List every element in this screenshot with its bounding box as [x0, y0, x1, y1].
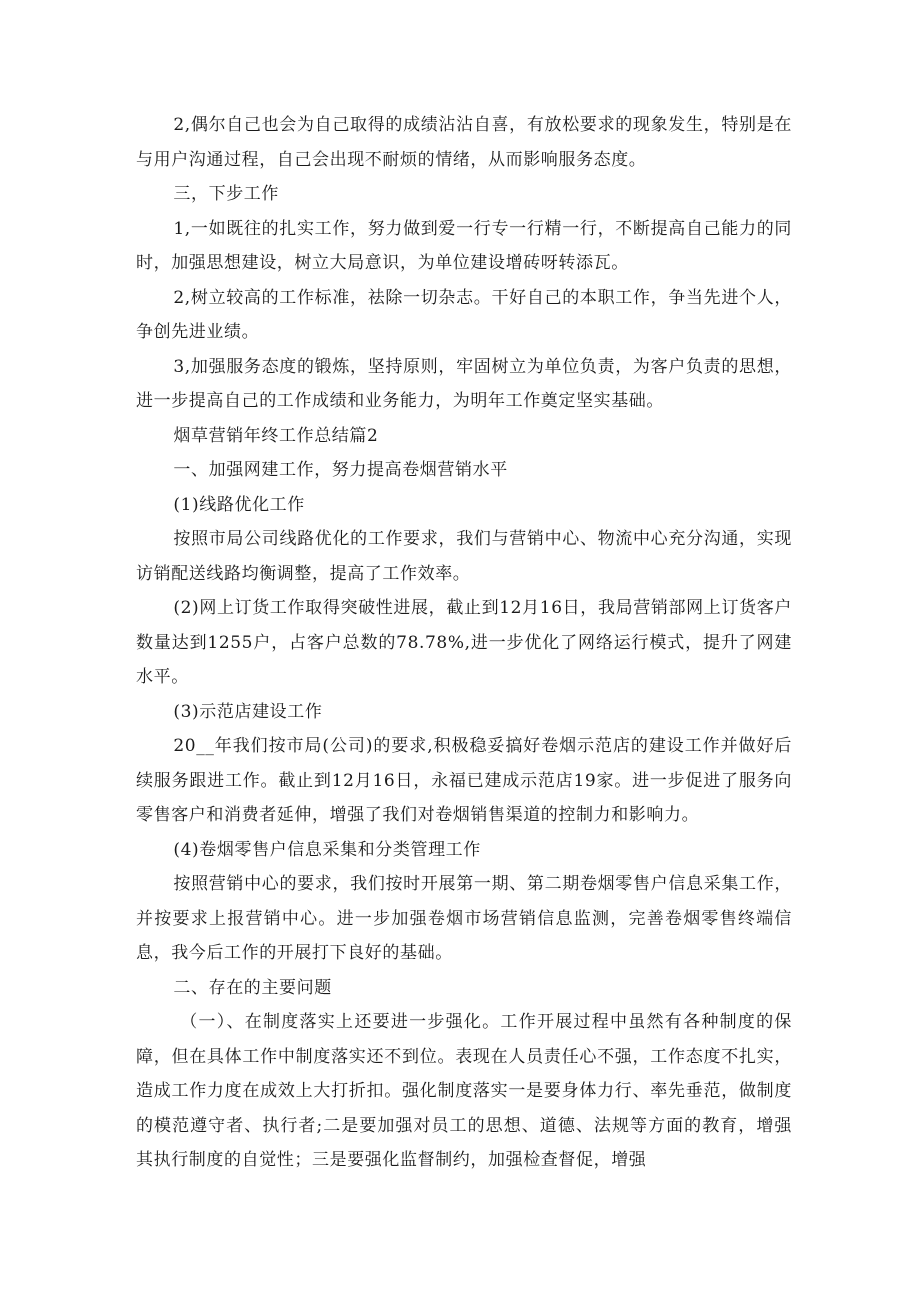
heading-next-steps: 三，下步工作 [173, 184, 279, 204]
document-body [136, 108, 792, 1178]
paragraph-retailer-info: 按照营销中心的要求，我们按时开展第一期、第二期卷烟零售户信息采集工作，并按要求上报营销中心。进一步加强卷烟市场营销信息监测，完善卷烟零售终端信息，我今后工作的开展打下良好的基础。 [136, 874, 792, 963]
heading-summary-part-2: 烟草营销年终工作总结篇2 [173, 425, 379, 446]
paragraph-problem-2: 2,偶尔自己也会为自己取得的成绩沾沾自喜，有放松要求的现象发生，特别是在与用户沟通过程，自己会出现不耐烦的情绪，从而影响服务态度。 [136, 115, 792, 170]
subheading-demo-store: (3)示范店建设工作 [173, 701, 323, 722]
paragraph-step-2: 2,树立较高的工作标准，祛除一切杂志。干好自己的本职工作，争当先进个人，争创先进业绩。 [136, 287, 792, 342]
paragraph-online-ordering: (2)网上订货工作取得突破性进展，截止到12月16日，我局营销部网上订货客户数量达到1255户，占客户总数的78.78%,进一步优化了网络运行模式，提升了网建水平。 [136, 598, 792, 687]
paragraph-demo-store: 20__年我们按市局(公司)的要求,积极稳妥搞好卷烟示范店的建设工作并做好后续服务跟进工作。截止到12月16日，永福已建成示范店19家。进一步促进了服务向零售客户和消费者延伸，增强了我们对卷烟销售渠道的控制力和影响力。 [136, 736, 792, 825]
paragraph-step-1: 1,一如既往的扎实工作，努力做到爱一行专一行精一行，不断提高自己能力的同时，加强思想建设，树立大局意识，为单位建设增砖呀转添瓦。 [136, 218, 792, 273]
subheading-route-optimization: (1)线路优化工作 [173, 494, 305, 515]
heading-network-building: 一、加强网建工作，努力提高卷烟营销水平 [173, 460, 508, 480]
paragraph-step-3: 3,加强服务态度的锻炼，坚持原则，牢固树立为单位负责，为客户负责的思想，进一步提高自己的工作成绩和业务能力，为明年工作奠定坚实基础。 [136, 356, 792, 411]
subheading-retailer-info: (4)卷烟零售户信息采集和分类管理工作 [173, 839, 481, 860]
paragraph-institutional-implementation: （一）、在制度落实上还要进一步强化。工作开展过程中虽然有各种制度的保障，但在具体工作中制度落实还不到位。表现在人员责任心不强，工作态度不扎实，造成工作力度在成效上大打折扣。强化制度落实一是要身体力行、率先垂范，做制度的模范遵守者、执行者;二是要加强对员工的思想、道德、法规等方面的教育，增强其执行制度的自觉性；三是要强化监督制约，加强检查督促，增强 [136, 1012, 792, 1170]
paragraph-route-optimization: 按照市局公司线路优化的工作要求，我们与营销中心、物流中心充分沟通，实现访销配送线路均衡调整，提高了工作效率。 [136, 529, 792, 584]
heading-main-problems: 二、存在的主要问题 [173, 977, 332, 998]
